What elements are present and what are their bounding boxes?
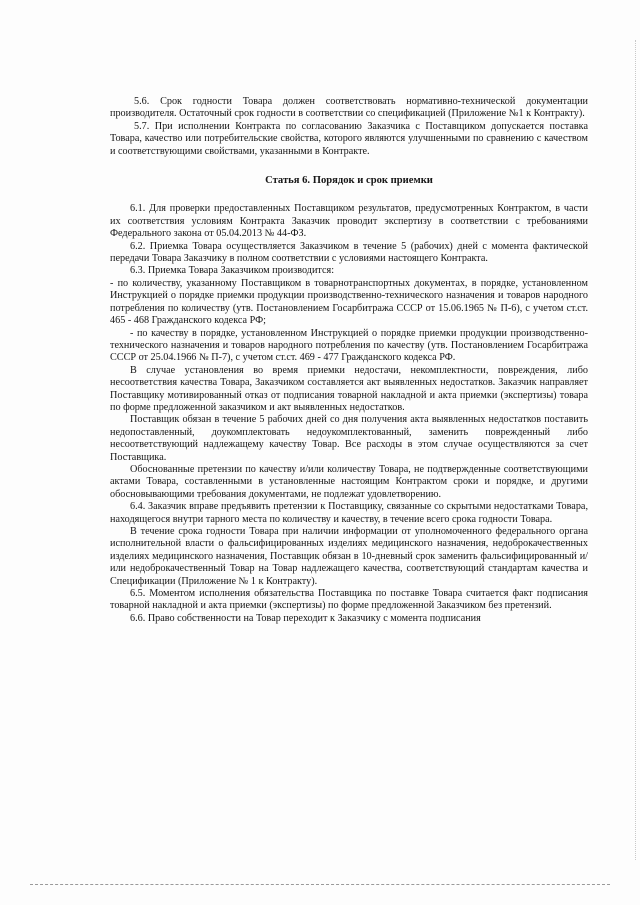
clause-6-5: 6.5. Моментом исполнения обязательства Поставщика по поставке Товара считается факт подписания товарной накладной и акта приемки (экспертизы) по форме предложенной Заказчиком без претензий. xyxy=(110,588,588,612)
clause-6-3: 6.3. Приемка Товара Заказчиком производится: xyxy=(130,265,335,277)
clause-6-3-quantity: - по количеству, указанному Поставщиком в товарнотранспортных документах, в порядке, установленном Инструкцией о порядке приемки продукции производственно-технического назначения и товаров народного потребления по количеству (утв. Постановлением Госарбитража СССР от 15.06.1965 № П-6), с учетом ст.ст. 465 - 468 Гражданского кодекса РФ; xyxy=(110,277,588,327)
clause-6-2: 6.2. Приемка Товара осуществляется Заказчиком в течение 5 (рабочих) дней с момента фактической передачи Товара Заказчику в полном соответствии с условиями настоящего Контракта. xyxy=(110,240,588,265)
clause-6-4: 6.4. Заказчик вправе предъявить претензии к Поставщику, связанные со скрытыми недостатками Товара, находящегося внутри тарного места по количеству и качеству, в течение всего срока годности Товара. xyxy=(110,501,588,525)
scan-edge-marks xyxy=(631,40,636,860)
clause-5-7: 5.7. При исполнении Контракта по согласованию Заказчика с Поставщиком допускается поставка Товара, качество или потребительские свойства, которого являются улучшенными по сравнению с качеством и соответствующими свойствами, указанными в Контракте. xyxy=(110,120,588,157)
clause-6-3-quality: - по качеству в порядке, установленном Инструкцией о порядке приемки продукции производственно-технического назначения и товаров народного потребления по качеству (утв. Постановлением Госарбитража СССР от 25.04.1966 № П-7), с учетом ст.ст. 469 - 477 Гражданского кодекса РФ. xyxy=(110,327,588,364)
claims-paragraph: Обоснованные претензии по качеству и/или количеству Товара, не подтвержденные соответствующими актами Товара, составленными в установленные настоящим Контрактом сроки и порядке, и другими обосновывающими требования документами, не подлежат удовлетворению. xyxy=(110,463,588,500)
document-body xyxy=(110,96,588,625)
falsified-goods-paragraph: В течение срока годности Товара при наличии информации от уполномоченного федерального органа исполнительной власти о фальсифицированных изделиях медицинского назначения, недоброкачественных изделиях медицинского назначения, Поставщик обязан в 10-дневный срок заменить фальсифицированный и/или недоброкачественный Товар на Товар надлежащего качества, соответствующий стандартам качества и Спецификации (Приложение № 1 к Контракту). xyxy=(110,526,588,587)
clause-6-1: 6.1. Для проверки предоставленных Поставщиком результатов, предусмотренных Контрактом, в части их соответствия условиям Контракта Заказчик проводит экспертизу в соответствии с требованиями Федерального закона от 05.04.2013 № 44-ФЗ. xyxy=(110,203,588,240)
clause-5-6: 5.6. Срок годности Товара должен соответствовать нормативно-технической документации производителя. Остаточный срок годности в соответствии со спецификацией (Приложение №1 к Контракту). xyxy=(110,96,588,120)
supplier-obligation-paragraph: Поставщик обязан в течение 5 рабочих дней со дня получения акта выявленных недостатков поставить недопоставленный, доукомплектовать недоукомплектованный, заменить поврежденный либо несоответствующий надлежащему качеству Товар. Все расходы в этом случае осуществляются за счет Поставщика. xyxy=(110,414,588,463)
footer-rule xyxy=(30,884,610,885)
clause-6-6: 6.6. Право собственности на Товар переходит к Заказчику с момента подписания xyxy=(130,612,481,624)
article-6-heading: Статья 6. Порядок и срок приемки xyxy=(265,175,433,187)
defects-paragraph: В случае установления во время приемки недостачи, некомплектности, повреждения, либо несоответствия качества Товара, Заказчиком составляется акт выявленных недостатков. Заказчик направляет Поставщику мотивированный отказ от подписания товарной накладной и акта приемки (экспертизы) товара по форме предложенной заказчиком и акт выявленных недостатков. xyxy=(110,364,588,413)
